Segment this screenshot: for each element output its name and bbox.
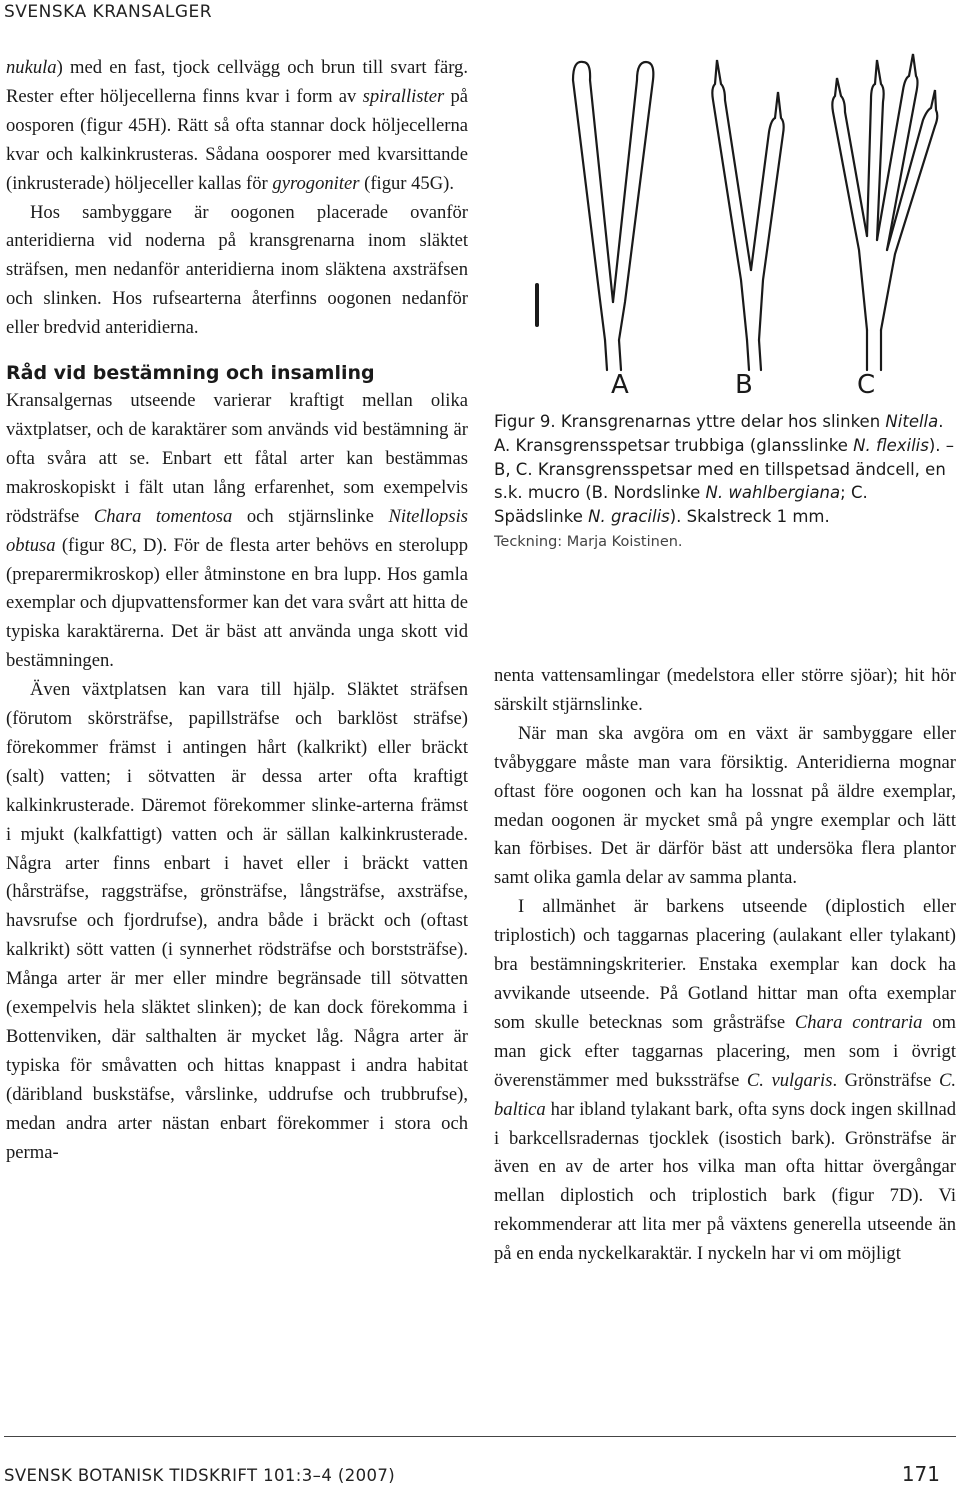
right-column (494, 662, 956, 1269)
paragraph: När man ska avgöra om en växt är sambyggare eller tvåbyggare måste man vara försiktig. Anteridierna mognar oftast före oogonen och kan ha lossnat på äldre exemplar, medan oogonen är mycket små på yngre exemplar och lätt kan förbises. Det är därför bäst att undersöka flera plantor samt olika gamla delar av samma planta. (494, 722, 956, 889)
italic-term: C. baltica (494, 1069, 956, 1120)
branchlet-b-drawing (712, 60, 783, 370)
figure-label-b: B (735, 370, 753, 400)
figure-caption (494, 410, 956, 555)
italic-term: N. flexilis (853, 435, 929, 455)
caption-text: Figur 9. Kransgrenarnas yttre delar hos slinken Nitella. A. Kransgrensspetsar trubbiga (glansslinke N. flexilis). – B, C. Kransgrensspetsar med en tillspetsad ändcell, en s.k. mucro (B. Nordslinke N. wahlbergiana; C. Spädslinke N. gracilis). Skalstreck 1 mm. (494, 412, 955, 527)
illustration-credit: Teckning: Marja Koistinen. (494, 533, 683, 550)
italic-term: nukula (6, 57, 57, 78)
figure-nitella-branchlets (515, 40, 955, 410)
paragraph: nenta vattensamlingar (medelstora eller större sjöar); hit hör särskilt stjärnslinke. (494, 665, 956, 715)
section-heading: Råd vid bestämning och insamling (6, 362, 375, 385)
journal-footer: SVENSK BOTANISK TIDSKRIFT 101:3–4 (2007) (4, 1466, 396, 1485)
italic-term: C. vulgaris (746, 1069, 833, 1091)
figure-label-c: C (857, 370, 876, 400)
italic-term: Nitella (885, 412, 939, 431)
branchlet-a-drawing (573, 62, 653, 370)
paragraph: Hos sambyggare är oogonen placerade ovanför anteridierna vid noderna på kransgrenarna inom släktet sträfsen, men nedanför anteridierna inom släktena axsträfsen och slinken. Hos rufsearterna återfinns oogonen nedanför eller bredvid anteridierna. (6, 201, 468, 339)
italic-term: spirallister (362, 85, 445, 107)
italic-term: Nitellopsis obtusa (6, 505, 468, 556)
italic-term: Chara contraria (794, 1011, 923, 1033)
italic-term: N. wahlbergiana (705, 483, 841, 503)
paragraph: I allmänhet är barkens utseende (diplostich eller triplostich) och taggarnas placering (aulakant eller tylakant) bra bestämningskriterier. Enstaka exemplar kan dock ha avvikande utseende. På Gotland hittar man ofta exemplar som skulle betecknas som gråsträfse Chara contraria om man gick efter taggarnas placering, men som i övrigt överenstämmer med bukssträfse C. vulgaris. Grönsträfse C. baltica har ibland tylakant bark, ofta syns dock ingen skillnad i barkcellsradernas tjocklek (isostich bark). Grönsträfse är även en av de arter hos vilka man ofta hittar övergångar mellan diplostich och triplostich bark (figur 7D). Vi rekommenderar att lita mer på växtens generella utseende än på en enda nyckelkaraktär. I nyckeln har vi om möjligt (494, 896, 956, 1265)
page-number: 171 (901, 1462, 940, 1486)
paragraph: nukula) med en fast, tjock cellvägg och brun till svart färg. Rester efter höljecellerna finns kvar i form av spirallister på oosporen (figur 45H). Rätt så ofta stannar dock höljecellerna kvar och kalkinkrusteras. Sådana oosporer med kvarsittande (inkrusterade) höljeceller kallas för gyrogoniter (figur 45G). (6, 57, 468, 194)
paragraph: Kransalgernas utseende varierar kraftigt mellan olika växtplatser, och de karaktärer som används vid bestämning är ofta svåra att se. Enbart ett fåtal arter kan bestämmas makroskopiskt i fält utan lång erfarenhet, som exempelvis rödsträfse Chara tomentosa och stjärnslinke Nitellopsis obtusa (figur 8C, D). För de flesta arter behövs en sterolupp (preparermikroskop) eller åtminstone en bra lupp. Hos gamla exemplar och djupvattensformer kan det vara svårt att hitta de typiska karaktärerna. Det är bäst att använda unga skott vid bestämningen. (6, 390, 468, 672)
italic-term: gyrogoniter (272, 172, 360, 194)
left-column (6, 54, 468, 1168)
footer-divider (4, 1436, 956, 1437)
italic-term: Chara tomentosa (93, 505, 233, 527)
paragraph: Även växtplatsen kan vara till hjälp. Släktet sträfsen (förutom skörsträfse, papillsträfse och barklöst sträfse) förekommer främst i antingen hårt (kalkrikt) eller bräckt (salt) vatten; i sötvatten är dessa arter ofta kraftigt kalkinkrusterade. Däremot förekommer slinke-arterna främst i mjukt (kalkfattigt) vatten och är sällan kalkinkrusterade. Några arter finns enbart i havet eller i bräckt vatten (hårsträfse, raggsträfse, grönsträfse, långsträfse, axsträfse, havsrufse och fjordrufse), andra både i bräckt och (oftast kalkrikt) sött vatten (i synnerhet rödsträfse och borststräfse). Många arter är mer eller mindre begränsade till sötvatten (exempelvis hela släktet slinken); de kan dock förekomma i Bottenviken, där salthalten är mycket låg. Några arter är typiska för småvatten och hittas knappast i andra habitat (däribland buskstäfse, vårslinke, uddrufse och trubbrufse), medan andra arter nästan enbart förekommer i stora och perma- (6, 679, 468, 1163)
italic-term: N. gracilis (588, 507, 670, 527)
running-header: SVENSKA KRANSALGER (4, 2, 213, 22)
branchlet-drawing (515, 40, 955, 410)
branchlet-c-drawing (832, 54, 937, 370)
figure-label-a: A (611, 370, 629, 400)
